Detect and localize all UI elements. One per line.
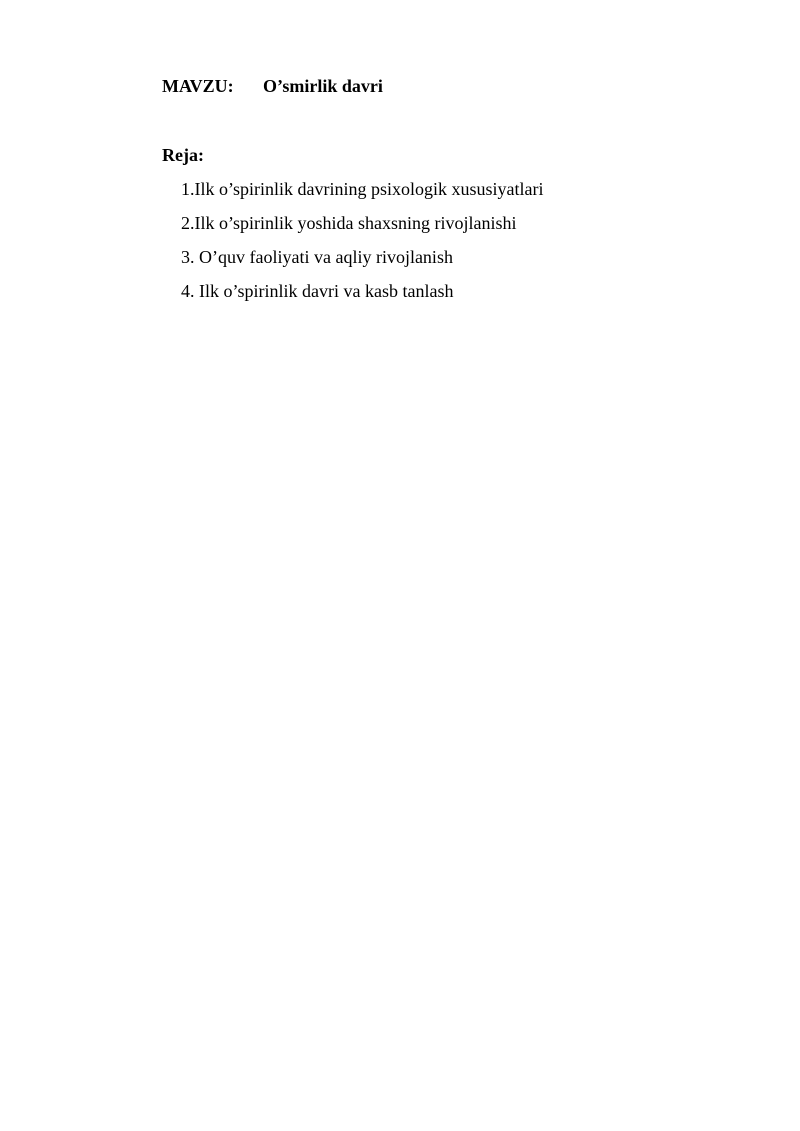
plan-item: 3. O’quv faoliyati va aqliy rivojlanish	[181, 247, 453, 267]
plan-heading: Reja:	[162, 145, 204, 165]
plan-item: 4. Ilk o’spirinlik davri va kasb tanlash	[181, 281, 454, 301]
topic-line	[162, 76, 383, 97]
topic-title: O’smirlik davri	[263, 76, 383, 96]
plan-item: 1.Ilk o’spirinlik davrining psixologik xususiyatlari	[181, 179, 544, 199]
plan-list	[181, 178, 543, 314]
plan-item: 2.Ilk o’spirinlik yoshida shaxsning rivojlanishi	[181, 213, 517, 233]
topic-label: MAVZU:	[162, 76, 234, 96]
